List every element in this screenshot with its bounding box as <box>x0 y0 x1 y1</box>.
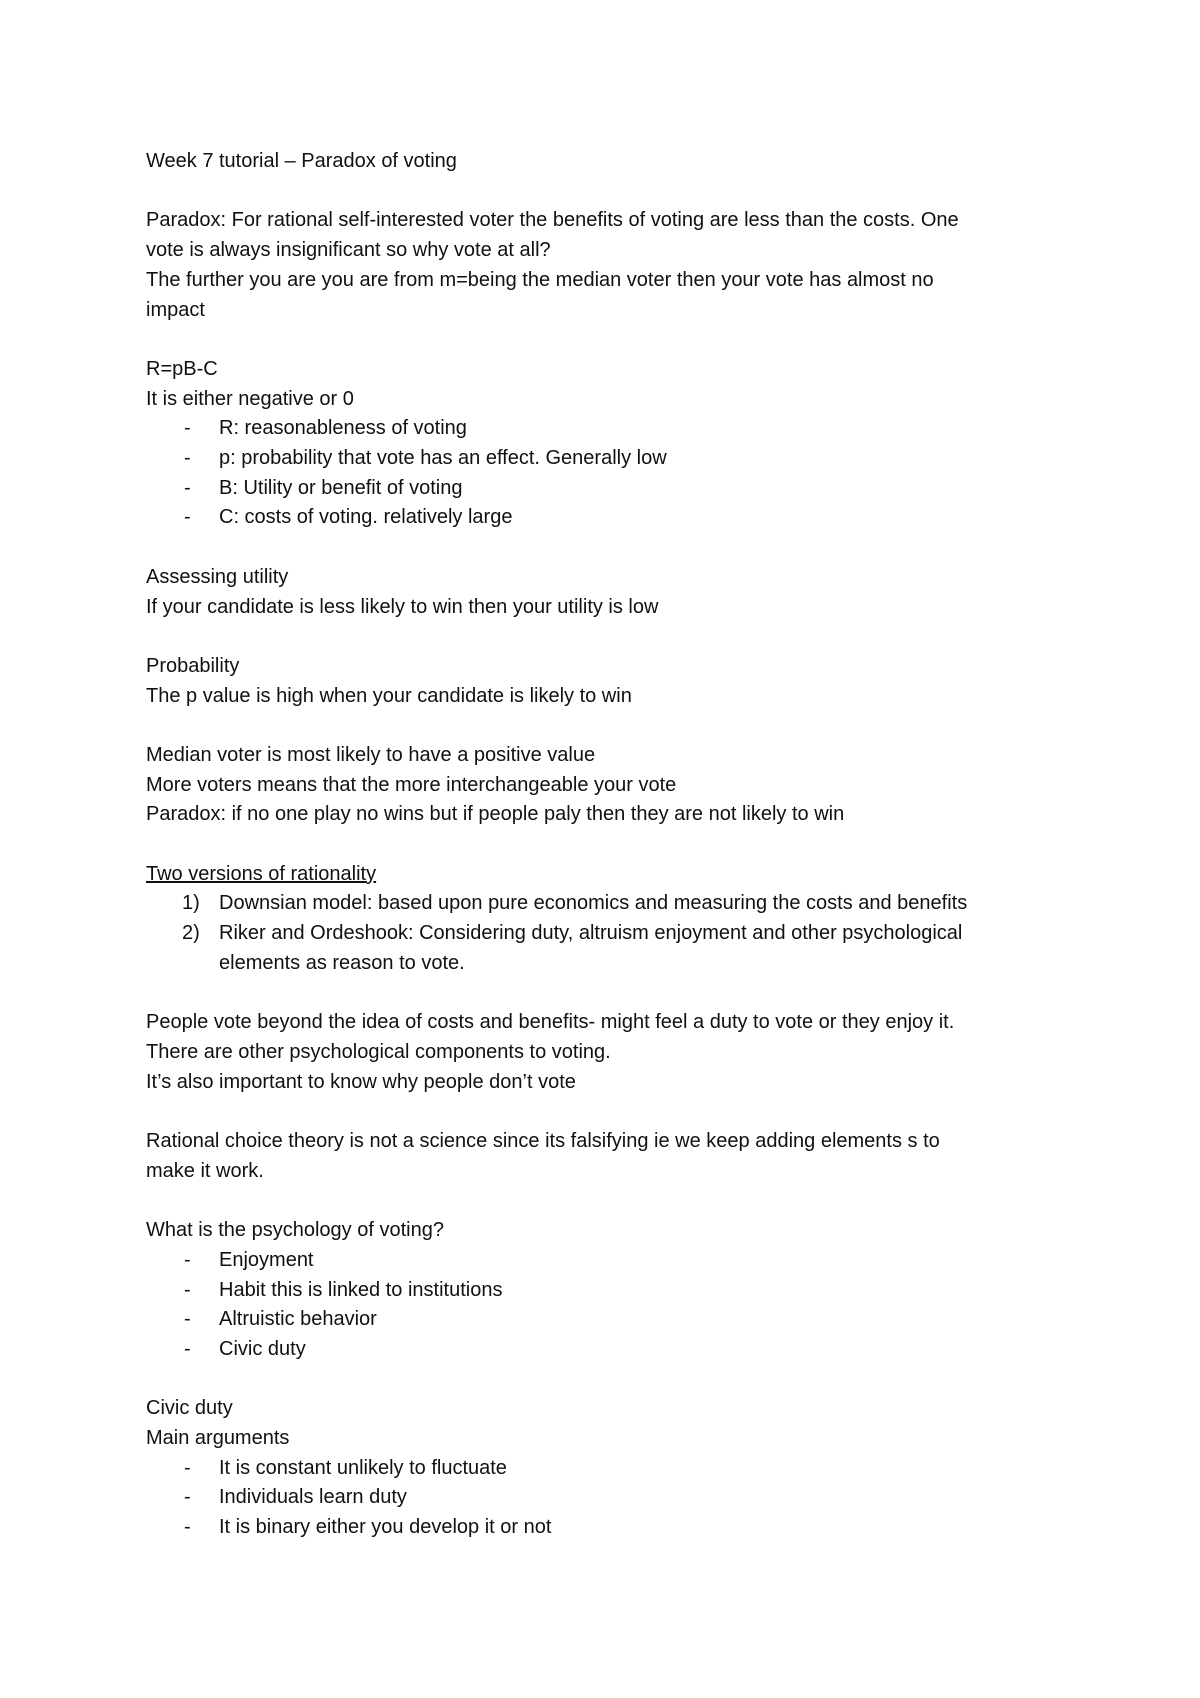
list-item <box>146 1305 1086 1335</box>
paradox-line-1: Paradox: For rational self-interested voter the benefits of voting are less than the costs. One <box>146 209 959 232</box>
spacer <box>146 622 1086 652</box>
list-item <box>146 1276 1086 1306</box>
utility-text: If your candidate is less likely to win then your utility is low <box>146 595 659 618</box>
paradox-line-2: vote is always insignificant so why vote at all? <box>146 239 551 262</box>
spacer <box>146 325 1086 355</box>
list-item <box>146 1246 1086 1276</box>
list-item-text: Riker and Ordeshook: Considering duty, altruism enjoyment and other psychological <box>219 922 963 945</box>
dash-bullet: - <box>184 1456 191 1479</box>
dash-bullet: - <box>184 417 191 440</box>
beyond-line-2: There are other psychological components to voting. <box>146 1040 611 1063</box>
utility-heading: Assessing utility <box>146 565 289 588</box>
list-item-text: It is binary either you develop it or not <box>219 1516 552 1539</box>
list-item <box>146 1513 1086 1543</box>
dash-bullet: - <box>184 506 191 529</box>
median-line-3: Paradox: if no one play no wins but if people paly then they are not likely to win <box>146 803 845 826</box>
psychology-heading: What is the psychology of voting? <box>146 1219 444 1242</box>
list-item-text: Enjoyment <box>219 1248 314 1271</box>
spacer <box>146 1186 1086 1216</box>
dash-bullet: - <box>184 476 191 499</box>
spacer <box>146 177 1086 207</box>
list-item-text: Habit this is linked to institutions <box>219 1278 503 1301</box>
spacer <box>146 1365 1086 1395</box>
formula-note: It is either negative or 0 <box>146 387 354 410</box>
spacer <box>146 1097 1086 1127</box>
list-item <box>146 1335 1086 1365</box>
list-item <box>146 474 1086 504</box>
list-item-text: B: Utility or benefit of voting <box>219 476 463 499</box>
paradox-line-3: The further you are you are from m=being the median voter then your vote has almost no <box>146 268 934 291</box>
list-item <box>146 414 1086 444</box>
dash-bullet: - <box>184 1337 191 1360</box>
dash-bullet: - <box>184 1486 191 1509</box>
spacer <box>146 979 1086 1009</box>
list-item-text: It is constant unlikely to fluctuate <box>219 1456 507 1479</box>
list-item <box>146 1483 1086 1513</box>
list-item-text: p: probability that vote has an effect. Generally low <box>219 447 667 469</box>
dash-bullet: - <box>184 1278 191 1301</box>
spacer <box>146 830 1086 860</box>
rational-choice-line-1: Rational choice theory is not a science since its falsifying ie we keep adding elements s to <box>146 1130 940 1153</box>
list-number: 1) <box>182 892 200 915</box>
list-item <box>146 444 1086 474</box>
rationality-heading: Two versions of rationality <box>146 862 377 885</box>
list-item-text-continued: elements as reason to vote. <box>219 951 465 974</box>
formula-terms-list <box>146 414 1086 533</box>
beyond-line-1: People vote beyond the idea of costs and benefits- might feel a duty to vote or they enjoy it. <box>146 1011 955 1034</box>
probability-text: The p value is high when your candidate is likely to win <box>146 684 632 707</box>
list-item <box>146 889 1086 919</box>
psychology-list <box>146 1246 1086 1365</box>
rationality-list <box>146 889 1086 978</box>
list-item <box>146 919 1086 978</box>
civic-duty-heading: Civic duty <box>146 1397 233 1420</box>
paradox-line-4: impact <box>146 298 205 321</box>
dash-bullet: - <box>184 1308 191 1331</box>
median-line-1: Median voter is most likely to have a positive value <box>146 743 596 766</box>
list-number: 2) <box>182 922 200 945</box>
civic-duty-subheading: Main arguments <box>146 1427 290 1450</box>
list-item-text: Civic duty <box>219 1337 306 1360</box>
dash-bullet: - <box>184 1516 191 1539</box>
list-item <box>146 503 1086 533</box>
document-title: Week 7 tutorial – Paradox of voting <box>146 150 457 172</box>
list-item-text: Altruistic behavior <box>219 1308 377 1331</box>
dash-bullet: - <box>184 1248 191 1271</box>
rational-choice-line-2: make it work. <box>146 1159 264 1182</box>
civic-duty-list <box>146 1454 1086 1543</box>
list-item <box>146 1454 1086 1484</box>
list-item-text: R: reasonableness of voting <box>219 417 467 440</box>
median-line-2: More voters means that the more interchangeable your vote <box>146 773 677 796</box>
list-item-text: Downsian model: based upon pure economics and measuring the costs and benefits <box>219 892 968 915</box>
formula-equation: R=pB-C <box>146 357 218 380</box>
spacer <box>146 533 1086 563</box>
spacer <box>146 711 1086 741</box>
document-body <box>146 147 1086 1543</box>
list-item-text: Individuals learn duty <box>219 1486 407 1509</box>
probability-heading: Probability <box>146 654 240 677</box>
dash-bullet: - <box>184 447 191 469</box>
beyond-line-3: It’s also important to know why people don’t vote <box>146 1070 576 1093</box>
list-item-text: C: costs of voting. relatively large <box>219 506 513 529</box>
